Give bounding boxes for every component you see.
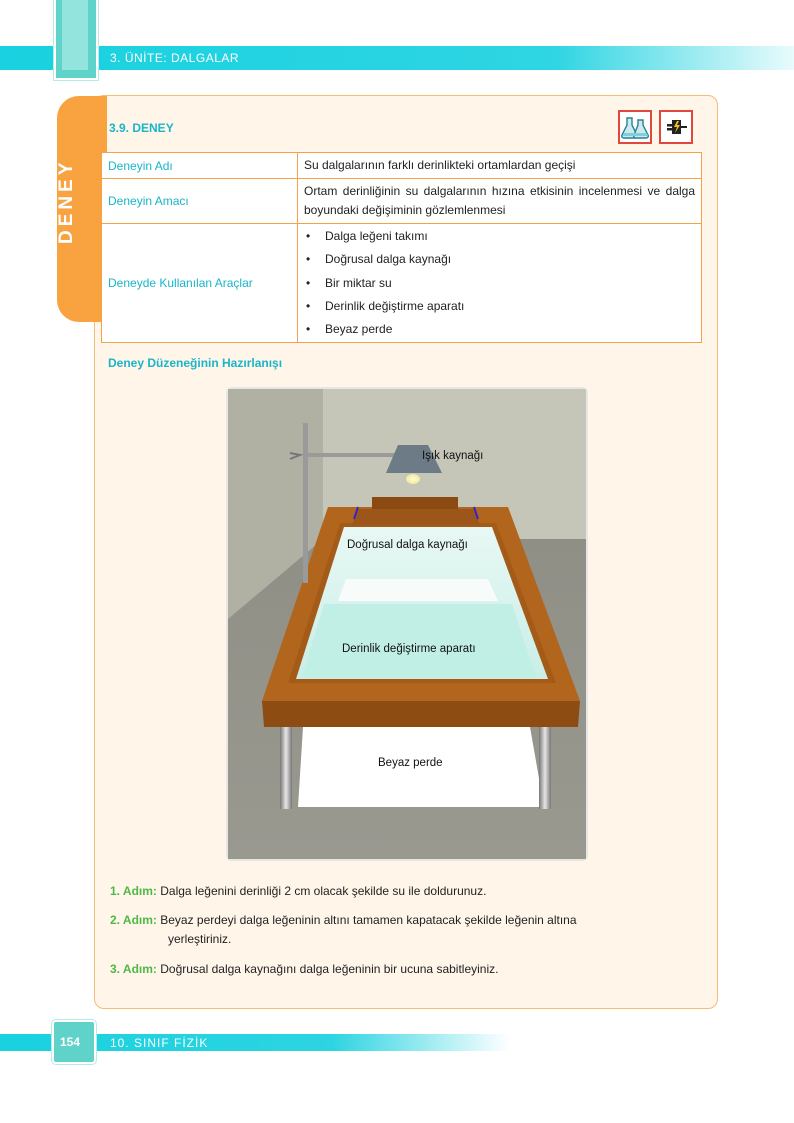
book-title: 10. SINIF FİZİK [110, 1036, 209, 1050]
list-item: • Beyaz perde [304, 318, 695, 341]
table-row [102, 224, 702, 343]
list-item: • Dalga leğeni takımı [304, 225, 695, 248]
setup-illustration [226, 387, 588, 861]
row-label-tools: Deneyde Kullanılan Araçlar [102, 224, 298, 343]
row-label-purpose: Deneyin Amacı [102, 179, 298, 224]
table-row [102, 179, 702, 224]
label-wave-source: Doğrusal dalga kaynağı [347, 539, 468, 551]
step-2-continued: yerleştiriniz. [168, 932, 232, 946]
step-number: 1. Adım: [110, 884, 157, 898]
lab-flask-icon [618, 110, 652, 144]
electricity-plug-icon [659, 110, 693, 144]
step-1 [110, 882, 486, 900]
page-number: 154 [60, 1035, 81, 1049]
list-item: • Derinlik değiştirme aparatı [304, 295, 695, 318]
unit-title: 3. ÜNİTE: DALGALAR [110, 51, 240, 65]
list-item: • Doğrusal dalga kaynağı [304, 248, 695, 271]
step-text: Dalga leğenini derinliği 2 cm olacak şekilde su ile doldurunuz. [160, 884, 487, 898]
side-label: DENEY [56, 158, 77, 244]
label-white-screen: Beyaz perde [378, 757, 443, 769]
step-number: 3. Adım: [110, 962, 157, 976]
setup-title: Deney Düzeneğinin Hazırlanışı [108, 356, 283, 370]
experiment-info-table [101, 152, 702, 343]
step-2 [110, 911, 577, 929]
step-text: Doğrusal dalga kaynağını dalga leğeninin bir ucuna sabitleyiniz. [160, 962, 499, 976]
table-row [102, 153, 702, 179]
label-depth-apparatus: Derinlik değiştirme aparatı [342, 643, 476, 655]
row-label-name: Deneyin Adı [102, 153, 298, 179]
header-tab [54, 0, 98, 80]
step-number: 2. Adım: [110, 913, 157, 927]
row-value-name: Su dalgalarının farklı derinlikteki ortamlardan geçişi [298, 153, 702, 179]
label-light-source: Işık kaynağı [422, 450, 484, 462]
step-3 [110, 960, 498, 978]
section-title: 3.9. DENEY [109, 121, 174, 135]
row-value-purpose: Ortam derinliğinin su dalgalarının hızına etkisinin incelenmesi ve dalga boyundaki değişiminin gözlemlenmesi [298, 179, 702, 224]
step-text: Beyaz perdeyi dalga leğeninin altını tamamen kapatacak şekilde leğenin altına [160, 913, 577, 927]
list-item: • Bir miktar su [304, 272, 695, 295]
row-value-tools [298, 224, 702, 343]
